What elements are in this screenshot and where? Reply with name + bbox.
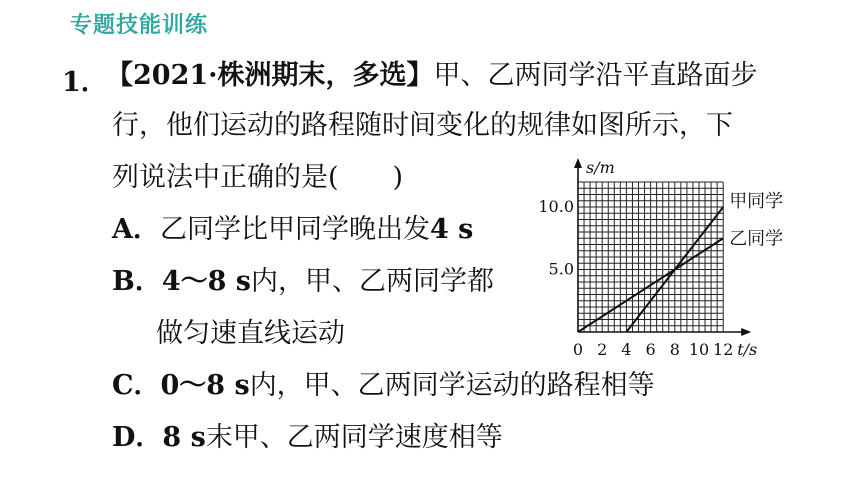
distance-time-chart (520, 145, 800, 360)
x-tick-label: 8 (669, 340, 680, 359)
question-stem-line3: 列说法中正确的是( ) (112, 162, 404, 193)
x-tick-label: 6 (645, 340, 656, 359)
option-d-text: 末甲、乙两同学速度相等 (205, 422, 503, 453)
x-axis-label: t/s (737, 340, 758, 359)
option-c-bold: 0～8 s (160, 370, 250, 401)
option-b-text: 内，甲、乙两同学都 (251, 266, 495, 297)
series-label: 甲同学 (729, 191, 784, 212)
option-b-letter: B． (112, 266, 162, 297)
x-axis-arrow (741, 328, 751, 336)
x-tick-label: 10 (688, 340, 710, 359)
x-tick-label: 12 (713, 340, 734, 359)
x-tick-label: 2 (597, 340, 608, 359)
question-number: 1． (62, 67, 108, 98)
option-c-text: 内，甲、乙两同学运动的路程相等 (249, 370, 655, 401)
y-tick-label: 10.0 (538, 197, 574, 216)
question-stem-line2: 行，他们运动的路程随时间变化的规律如图所示，下 (112, 110, 733, 141)
option-d[interactable] (112, 420, 503, 456)
option-a-letter: A． (112, 214, 160, 245)
question-stem-text: 甲、乙两同学沿平直路面步 (433, 60, 758, 91)
option-a-bold: 4 s (429, 214, 474, 245)
option-d-bold: 8 s (162, 422, 206, 453)
option-b-continuation: 做匀速直线运动 (156, 318, 345, 349)
question-source-tag: 【2021·株洲期末，多选】 (106, 60, 434, 91)
y-axis-label: s/m (586, 158, 615, 177)
y-axis-arrow (574, 158, 582, 168)
question-stem-line1 (106, 58, 758, 94)
option-b-bold: 4～8 s (161, 266, 252, 297)
option-c[interactable] (112, 368, 655, 404)
option-a[interactable] (112, 212, 473, 248)
option-a-text: 乙同学比甲同学晚出发 (159, 214, 430, 245)
x-tick-label: 0 (572, 340, 584, 359)
option-b[interactable] (112, 264, 494, 300)
series-label: 乙同学 (729, 228, 784, 250)
y-tick-label: 5.0 (548, 259, 574, 279)
option-c-letter: C． (112, 370, 161, 401)
section-header: 专题技能训练 (70, 13, 209, 38)
x-tick-label: 4 (621, 340, 632, 359)
option-d-letter: D． (112, 422, 163, 453)
